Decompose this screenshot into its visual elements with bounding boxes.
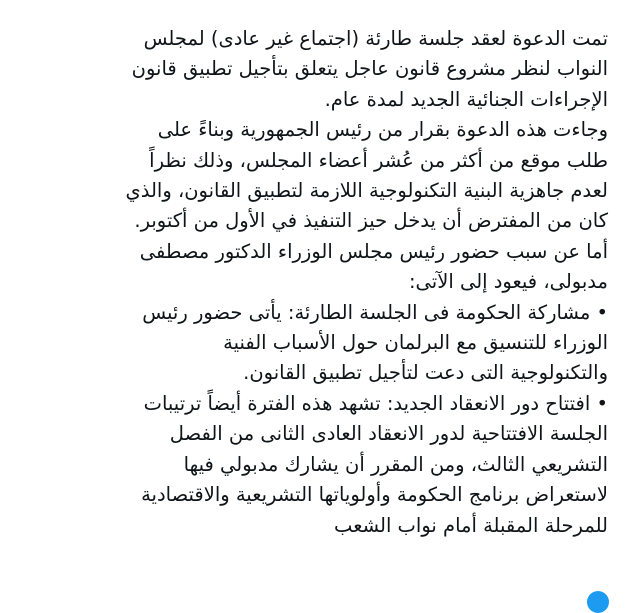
post-line: طلب موقع من أكثر من عُشر أعضاء المجلس، وذلك نظراً — [149, 148, 608, 172]
post-text — [40, 24, 608, 541]
post-line: كان من المفترض أن يدخل حيز التنفيذ في الأول من أكتوبر. — [134, 209, 608, 233]
post-line: والتكنولوجية التى دعت لتأجيل تطبيق القانون. — [243, 361, 608, 385]
post-line: الجلسة الافتتاحية لدور الانعقاد العادى الثانى من الفصل — [169, 422, 608, 446]
post-line: لعدم جاهزية البنية التكنولوجية اللازمة لتطبيق القانون، والذي — [125, 179, 608, 203]
post-line: الوزراء للتنسيق مع البرلمان حول الأسباب الفنية — [223, 331, 608, 355]
post-line: • افتتاح دور الانعقاد الجديد: تشهد هذه الفترة أيضاً ترتيبات — [143, 391, 608, 415]
post-line: لاستعراض برنامج الحكومة وأولوياتها التشريعية والاقتصادية — [141, 483, 608, 507]
post-line: النواب لنظر مشروع قانون عاجل يتعلق بتأجيل تطبيق قانون — [131, 57, 608, 81]
post-line: مدبولى، فيعود إلى الآتى: — [408, 270, 608, 294]
post-line: التشريعي الثالث، ومن المقرر أن يشارك مدبولي فيها — [183, 452, 608, 476]
post-line: الإجراءات الجنائية الجديد لمدة عام. — [324, 87, 608, 111]
blue-circle-icon[interactable] — [587, 591, 609, 613]
post-line: تمت الدعوة لعقد جلسة طارئة (اجتماع غير عادى) لمجلس — [143, 27, 608, 50]
post-line: للمرحلة المقبلة أمام نواب الشعب — [334, 513, 608, 537]
post-line: • مشاركة الحكومة فى الجلسة الطارئة: يأتى حضور رئيس — [142, 300, 608, 324]
post-line: أما عن سبب حضور رئيس مجلس الوزراء الدكتور مصطفى — [139, 239, 608, 263]
post-line: وجاءت هذه الدعوة بقرار من رئيس الجمهورية وبناءً على — [157, 118, 608, 142]
